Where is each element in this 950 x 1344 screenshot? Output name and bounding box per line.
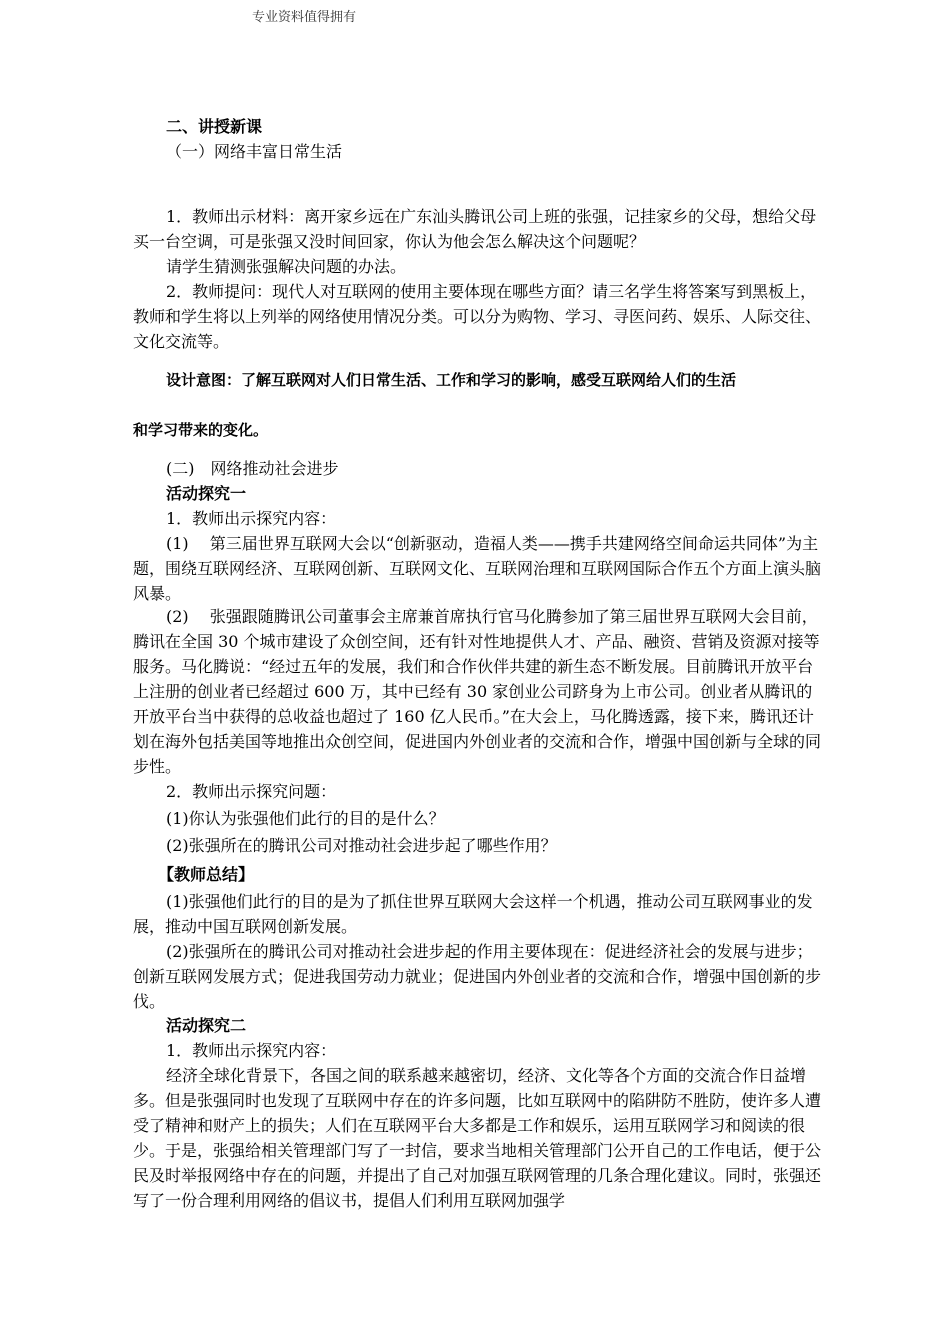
paragraph: 请学生猜测张强解决问题的办法。 bbox=[166, 257, 407, 276]
header-note: 专业资料值得拥有 bbox=[252, 10, 357, 25]
paragraph: (1)张强他们此行的目的是为了抓住世界互联网大会这样一个机遇，推动公司互联网事业的发展，推动中国互联网创新发展。 bbox=[133, 892, 813, 936]
activity-title-2: 活动探究二 bbox=[166, 1016, 247, 1035]
paragraph: 2．教师出示探究问题： bbox=[166, 782, 337, 801]
paragraph: 2．教师提问：现代人对互联网的使用主要体现在哪些方面？请三名学生将答案写到黑板上，教师和学生将以上列举的网络使用情况分类。可以分为购物、学习、寻医问药、娱乐、人际交往、文化交流等。 bbox=[133, 282, 822, 351]
paragraph: (1) 第三届世界互联网大会以“创新驱动，造福人类——携手共建网络空间命运共同体”为主题，围绕互联网经济、互联网创新、互联网文化、互联网治理和互联网国际合作五个方面上演头脑风暴。 bbox=[133, 534, 822, 603]
activity-title-1: 活动探究一 bbox=[166, 484, 247, 503]
summary-title: 【教师总结】 bbox=[158, 865, 255, 884]
paragraph: 1．教师出示探究内容： bbox=[166, 509, 337, 528]
paragraph: (2) 张强跟随腾讯公司董事会主席兼首席执行官马化腾参加了第三届世界互联网大会目前，腾讯在全国 30 个城市建设了众创空间，还有针对性地提供人才、产品、融资、营销及资源对接等服务。马化腾说：“经过五年的发展，我们和合作伙伴共建的新生态不断发展。目前腾讯开放平台上注册的创业者已经超过 600 万，其中已经有 30 家创业公司跻身为上市公司。创业者从腾讯的开放平台当中获得的总收益也超过了 160 亿人民币。”在大会上，马化腾透露，接下来，腾讯还计划在海外包括美国等地推出众创空间，促进国内外创业者的交流和合作，增强中国创新与全球的同步性。 bbox=[133, 607, 822, 776]
subsection-title-2: (二) 网络推动社会进步 bbox=[166, 459, 339, 478]
paragraph: 1．教师出示材料：离开家乡远在广东汕头腾讯公司上班的张强，记挂家乡的父母，想给父母买一台空调，可是张强又没时间回家，你认为他会怎么解决这个问题呢？ bbox=[133, 207, 817, 251]
question: (1)你认为张强他们此行的目的是什么？ bbox=[166, 809, 445, 828]
section-heading: 二、讲授新课 bbox=[166, 117, 263, 136]
design-intent-continued: 和学习带来的变化。 bbox=[133, 421, 269, 439]
question: (2)张强所在的腾讯公司对推动社会进步起了哪些作用？ bbox=[166, 836, 557, 855]
paragraph: 1．教师出示探究内容： bbox=[166, 1041, 337, 1060]
paragraph: (2)张强所在的腾讯公司对推动社会进步起的作用主要体现在：促进经济社会的发展与进步；创新互联网发展方式；促进我国劳动力就业；促进国内外创业者的交流和合作，增强中国创新的步伐。 bbox=[133, 942, 822, 1011]
paragraph: 经济全球化背景下，各国之间的联系越来越密切，经济、文化等各个方面的交流合作日益增多。但是张强同时也发现了互联网中存在的许多问题，比如互联网中的陷阱防不胜防，使许多人遭受了精神和财产上的损失；人们在互联网平台大多都是工作和娱乐，运用互联网学习和阅读的很少。于是，张强给相关管理部门写了一封信，要求当地相关管理部门公开自己的工作电话，便于公民及时举报网络中存在的问题，并提出了自己对加强互联网管理的几条合理化建议。同时，张强还写了一份合理利用网络的倡议书，提倡人们利用互联网加强学 bbox=[133, 1066, 822, 1210]
subsection-title-1: （一）网络丰富日常生活 bbox=[166, 142, 343, 161]
design-intent: 设计意图：了解互联网对人们日常生活、工作和学习的影响，感受互联网给人们的生活 bbox=[166, 371, 737, 389]
